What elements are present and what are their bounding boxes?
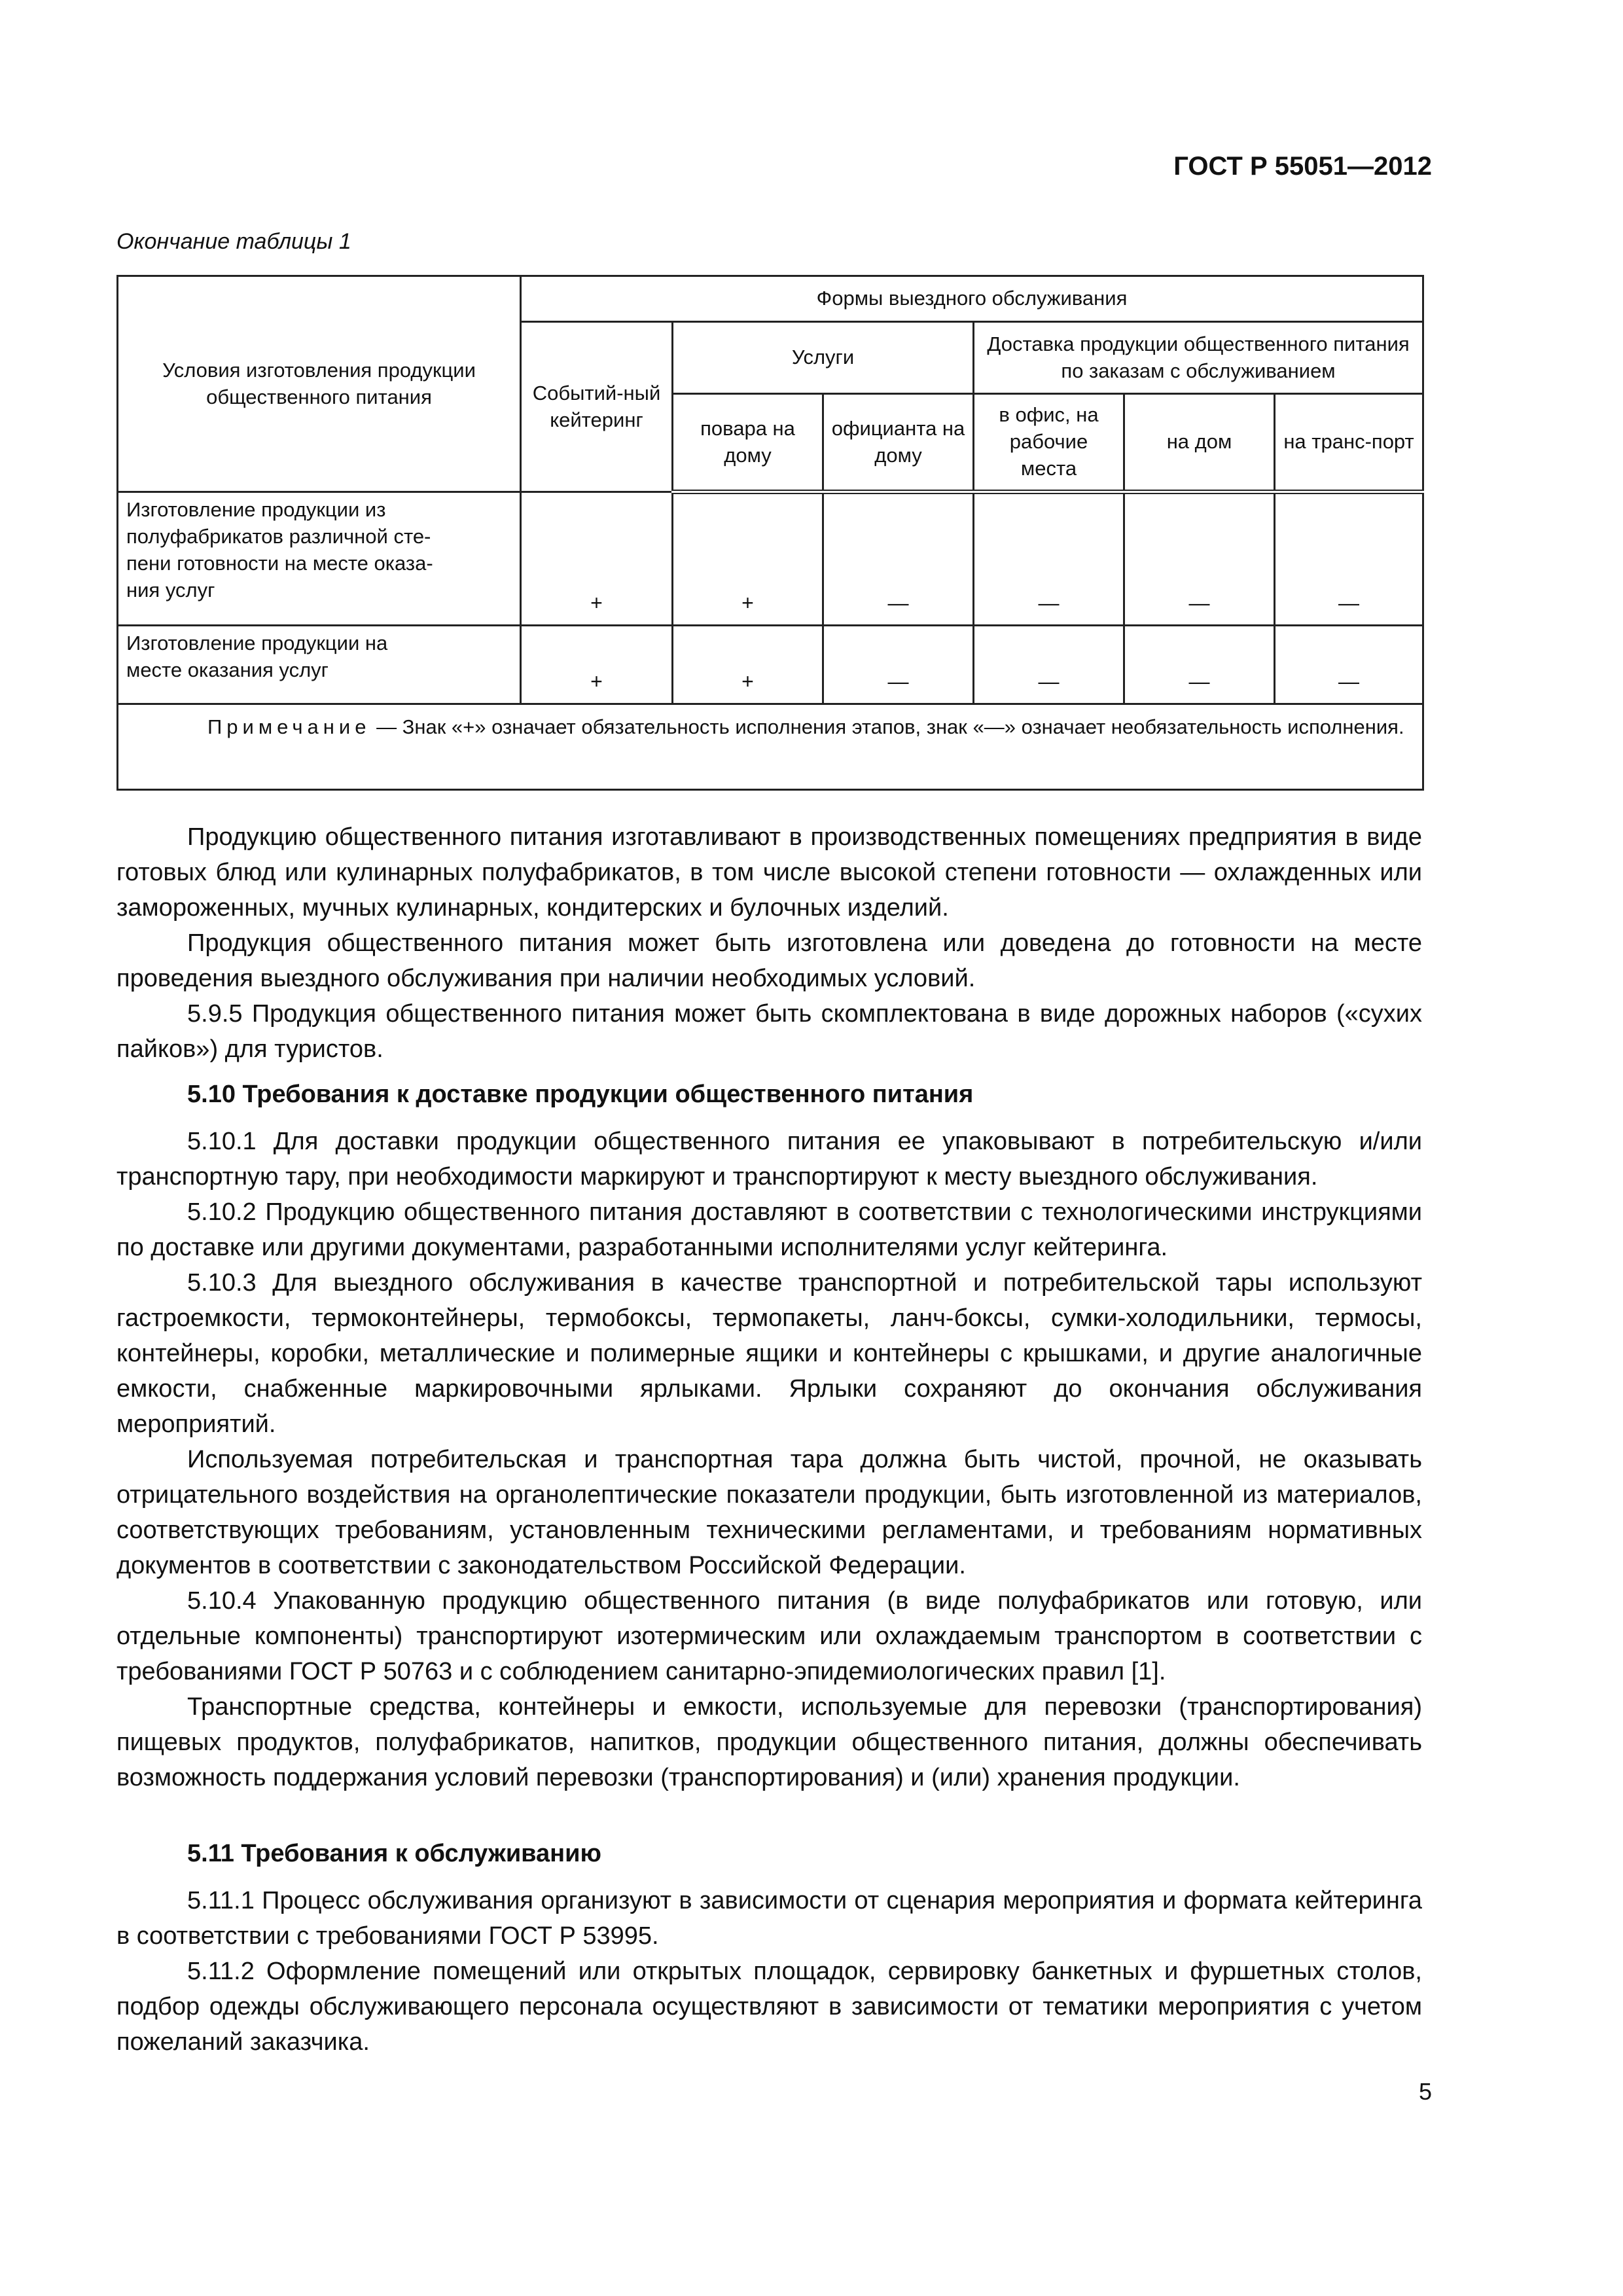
paragraph: 5.9.5 Продукция общественного питания может быть скомплектована в виде дорожных наборов («сухих пайков») для туристов. [116,1000,1422,1063]
header-conditions: Условия изготовления продукции общественного питания [118,276,521,492]
table-1 [116,275,1424,791]
cell-mark: + [521,492,673,626]
cell-mark: — [1124,626,1275,704]
cell-mark: — [1275,492,1423,626]
paragraph: 5.10.1 Для доставки продукции общественного питания ее упаковывают в потребительскую и/или транспортную тару, при необходимости маркируют и транспортируют к месту выездного обслуживания. [116,1128,1422,1191]
table-row [118,626,1423,704]
header-home: на дом [1124,394,1275,492]
table-caption: Окончание таблицы 1 [116,229,351,254]
body-section-1 [116,819,1422,1067]
header-transport: на транс-порт [1275,394,1423,492]
table-note [118,704,1423,790]
table-row [118,492,1423,626]
header-services: Услуги [673,322,974,394]
cell-mark: — [974,626,1124,704]
section-heading: 5.10 Требования к доставке продукции общественного питания [187,1081,974,1108]
paragraph: Продукцию общественного питания изготавливают в производственных помещениях предприятия в виде готовых блюд или кулинарных полуфабрикатов, в том числе высокой степени готовности — охлажденных или замороженных, мучных кулинарных, кондитерских и булочных изделий. [116,823,1422,922]
paragraph: 5.11.2 Оформление помещений или открытых площадок, сервировку банкетных и фуршетных столов, подбор одежды обслуживающего персонала осуществляют в зависимости от тематики мероприятия с учетом пожеланий заказчика. [116,1958,1422,2056]
note-label: Примечание [207,715,371,739]
cell-mark: + [673,492,823,626]
cell-mark: + [521,626,673,704]
section-5-10 [116,1077,1422,1795]
header-event-catering: Событий-ный кейтеринг [521,322,673,492]
header-delivery: Доставка продукции общественного питания по заказам с обслуживанием [974,322,1423,394]
row-condition: Изготовление продукции из полуфабрикатов различной сте- пени готовности на месте оказа- ния услуг [118,492,521,626]
header-office: в офис, на рабочие места [974,394,1124,492]
cell-mark: — [1124,492,1275,626]
paragraph: 5.10.3 Для выездного обслуживания в качестве транспортной и потребительской тары используют гастроемкости, термоконтейнеры, термобоксы, термопакеты, ланч-боксы, сумки-холодильники, термосы, контейнеры, коробки, металлические и полимерные ящики и контейнеры с крышками, и другие аналогичные емкости, снабженные маркировочными ярлыками. Ярлыки сохраняют до окончания обслуживания мероприятий. [116,1269,1422,1438]
section-heading: 5.11 Требования к обслуживанию [187,1840,601,1867]
paragraph: 5.11.1 Процесс обслуживания организуют в зависимости от сценария мероприятия и формата кейтеринга в соответствии с требованиями ГОСТ Р 53995. [116,1887,1422,1950]
standard-code: ГОСТ Р 55051—2012 [1173,152,1432,181]
cell-mark: — [1275,626,1423,704]
paragraph: Продукция общественного питания может быть изготовлена или доведена до готовности на месте проведения выездного обслуживания при наличии необходимых условий. [116,929,1422,992]
section-5-11 [116,1836,1422,2060]
cell-mark: + [673,626,823,704]
row-condition: Изготовление продукции на месте оказания услуг [118,626,521,704]
cell-mark: — [823,492,974,626]
header-forms: Формы выездного обслуживания [521,276,1423,322]
paragraph: Используемая потребительская и транспортная тара должна быть чистой, прочной, не оказывать отрицательного воздействия на органолептические показатели продукции, быть изготовленной из материалов, соответствующих требованиям, установленным техническими регламентами, и требованиям нормативных документов в соответствии с законодательством Российской Федерации. [116,1446,1422,1579]
page-number: 5 [1418,2078,1432,2105]
note-text: — Знак «+» означает обязательность исполнения этапов, знак «—» означает необязательность исполнения. [376,715,1404,739]
cell-mark: — [974,492,1124,626]
paragraph: 5.10.2 Продукцию общественного питания доставляют в соответствии с технологическими инструкциями по доставке или другими документами, разработанными исполнителями услуг кейтеринга. [116,1198,1422,1261]
header-cook-home: повара на дому [673,394,823,492]
header-waiter-home: официанта на дому [823,394,974,492]
paragraph: Транспортные средства, контейнеры и емкости, используемые для перевозки (транспортирования) пищевых продуктов, полуфабрикатов, напитков, продукции общественного питания, должны обеспечивать возможность поддержания условий перевозки (транспортирования) и (или) хранения продукции. [116,1693,1422,1791]
paragraph: 5.10.4 Упакованную продукцию общественного питания (в виде полуфабрикатов или готовую, или отдельные компоненты) транспортируют изотермическим или охлаждаемым транспортом в соответствии с требованиями ГОСТ Р 50763 и с соблюдением санитарно-эпидемиологических правил [1]. [116,1587,1422,1685]
cell-mark: — [823,626,974,704]
